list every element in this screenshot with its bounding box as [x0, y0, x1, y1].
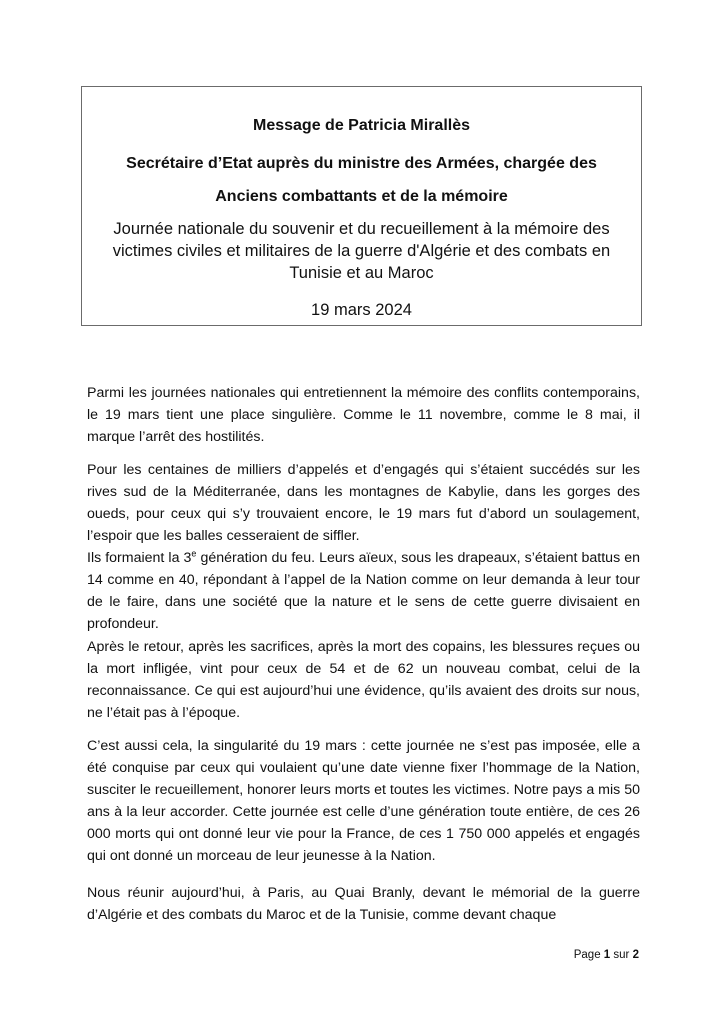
body-paragraph-4: Après le retour, après les sacrifices, après la mort des copains, les blessures reçues ou la mort infligée, vint pour ceux de 54 et de 62 un nouveau combat, celui de la reconnaissance. Ce qui est aujourd’hui une évidence, qu’ils avaient des droits sur nous, ne l’était pas à l’époque. [87, 639, 640, 721]
body-paragraph-5: C’est aussi cela, la singularité du 19 mars : cette journée ne s’est pas imposée, elle a été conquise par ceux qui voulaient qu’une date vienne fixer l’hommage de la Nation, susciter le recueillement, honorer leurs morts et toutes les victimes. Notre pays a mis 50 ans à la leur accorder. Cette journée est celle d’une génération toute entière, de ces 26 000 morts qui ont donné leur vie pour la France, de ces 1 750 000 appelés et engagés qui ont donné un morceau de leur jeunesse à la Nation. [87, 738, 640, 864]
body-paragraph-6: Nous réunir aujourd’hui, à Paris, au Quai Branly, devant le mémorial de la guerre d’Algérie et des combats du Maroc et de la Tunisie, comme devant chaque [87, 885, 640, 923]
page-label: Page [573, 949, 601, 961]
speaker-title-line-2: Anciens combattants et de la mémoire [215, 188, 508, 205]
event-date: 19 mars 2024 [311, 301, 412, 319]
body-paragraph-3 [87, 547, 640, 635]
event-title: Journée nationale du souvenir et du recueillement à la mémoire des victimes civiles et militaires de la guerre d'Algérie et des combats en Tunisie et au Maroc [112, 220, 611, 282]
speaker-name: Message de Patricia Mirallès [253, 117, 470, 134]
title-box [81, 86, 642, 326]
speaker-title-line-1: Secrétaire d’Etat auprès du ministre des Armées, chargée des [126, 155, 597, 172]
paragraph-3-rest: génération du feu. Leurs aïeux, sous les drapeaux, s’étaient battus en 14 comme en 40, répondant à l’appel de la Nation comme on leur demanda à leur tour de le faire, dans une société que la nature et le sens de cette guerre divisaient en profondeur. [87, 550, 640, 632]
ordinal-superscript: e [191, 548, 197, 559]
body-paragraph-1: Parmi les journées nationales qui entretiennent la mémoire des conflits contemporains, le 19 mars tient une place singulière. Comme le 11 novembre, comme le 8 mai, il marque l’arrêt des hostilités. [87, 385, 640, 445]
paragraph-3-start: Ils formaient la 3 [87, 550, 192, 566]
page-separator: sur [613, 949, 630, 961]
page-current: 1 [603, 949, 611, 961]
body-paragraph-2: Pour les centaines de milliers d’appelés et d’engagés qui s’étaient succédés sur les rives sud de la Méditerranée, dans les montagnes de Kabylie, dans les gorges des oueds, pour ceux qui s’y trouvaient encore, le 19 mars fut d’abord un soulagement, l’espoir que les balles cesseraient de siffler. [87, 462, 640, 544]
page-number [574, 949, 639, 961]
page-total: 2 [632, 949, 639, 961]
